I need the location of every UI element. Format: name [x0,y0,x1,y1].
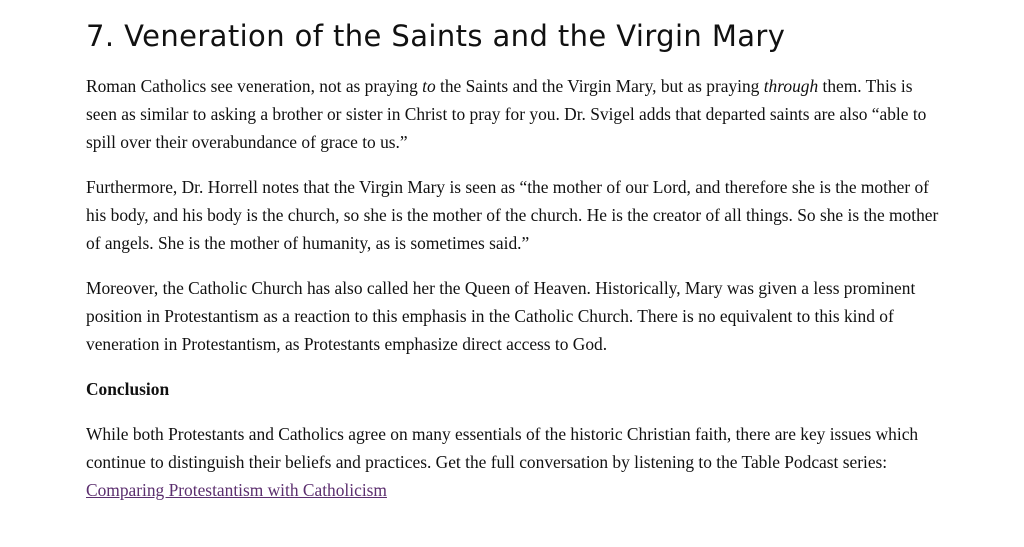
emphasis-to: to [422,76,436,96]
paragraph-virgin-mary: Furthermore, Dr. Horrell notes that the Virgin Mary is seen as “the mother of our Lord, and therefore she is the mother of his body, and his body is the church, so she is the mother of the church. He is the creator of all things. So she is the mother of angels. She is the mother of humanity, as is sometimes said.” [86,177,939,253]
paragraph-text: Roman Catholics see veneration, not as praying [86,76,423,96]
conclusion-text: While both Protestants and Catholics agree on many essentials of the historic Christian faith, there are key issues which continue to distinguish their beliefs and practices. Get the full conversation by listening to the Table Podcast series: [86,424,919,472]
article [86,14,946,521]
paragraph-text: the Saints and the Virgin Mary, but as praying [435,76,764,96]
conclusion-heading: Conclusion [86,379,170,399]
paragraph-veneration [86,72,946,156]
section-title: 7. Veneration of the Saints and the Virgin Mary [86,19,786,53]
emphasis-through: through [763,76,819,96]
podcast-series-link[interactable]: Comparing Protestantism with Catholicism [86,480,387,500]
paragraph-queen-of-heaven: Moreover, the Catholic Church has also called her the Queen of Heaven. Historically, Mary was given a less prominent position in Protestantism as a reaction to this emphasis in the Catholic Church. There is no equivalent to this kind of veneration in Protestantism, as Protestants emphasize direct access to God. [86,278,916,354]
paragraph-conclusion [86,420,946,504]
paragraph-text: them. This is seen as similar to asking a brother or sister in Christ to pray for you. Dr. Svigel adds that departed saints are also “able to spill over their overabundance of grace to us.” [86,76,927,152]
